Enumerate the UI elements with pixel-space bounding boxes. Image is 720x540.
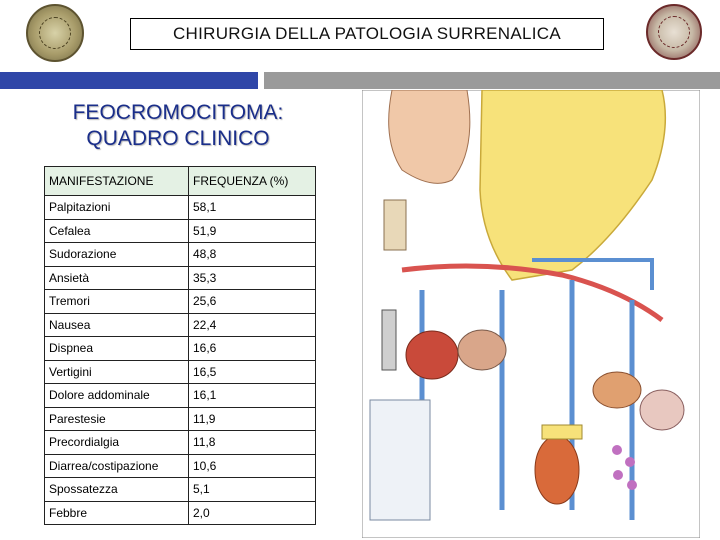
row-value: 11,9	[189, 407, 316, 431]
table-row	[45, 290, 316, 314]
divider-bar	[264, 72, 720, 89]
row-label: Spossatezza	[45, 478, 189, 502]
page-title: CHIRURGIA DELLA PATOLOGIA SURRENALICA	[172, 24, 562, 43]
pheochromocytoma-illustration	[362, 90, 700, 538]
row-label: Ansietà	[45, 266, 189, 290]
row-value: 5,1	[189, 478, 316, 502]
symptoms-table	[44, 166, 316, 525]
row-value: 11,8	[189, 431, 316, 455]
row-label: Tremori	[45, 290, 189, 314]
heading-line-2: QUADRO CLINICO	[86, 127, 270, 150]
table-row	[45, 243, 316, 267]
table-row	[45, 219, 316, 243]
row-value: 10,6	[189, 454, 316, 478]
row-value: 58,1	[189, 196, 316, 220]
table-row	[45, 454, 316, 478]
header-manifestazione: MANIFESTAZIONE	[45, 167, 189, 196]
row-value: 35,3	[189, 266, 316, 290]
page-title-box	[130, 18, 604, 50]
table-row	[45, 266, 316, 290]
university-seal-left	[26, 4, 84, 62]
row-label: Nausea	[45, 313, 189, 337]
row-label: Vertigini	[45, 360, 189, 384]
row-label: Palpitazioni	[45, 196, 189, 220]
header-frequenza: FREQUENZA (%)	[189, 167, 316, 196]
table-row	[45, 313, 316, 337]
row-value: 16,6	[189, 337, 316, 361]
row-value: 16,1	[189, 384, 316, 408]
row-label: Parestesie	[45, 407, 189, 431]
table-row	[45, 478, 316, 502]
row-value: 22,4	[189, 313, 316, 337]
row-label: Dolore addominale	[45, 384, 189, 408]
table-row	[45, 360, 316, 384]
table-row	[45, 431, 316, 455]
row-label: Diarrea/costipazione	[45, 454, 189, 478]
row-value: 16,5	[189, 360, 316, 384]
row-label: Precordialgia	[45, 431, 189, 455]
table-row	[45, 407, 316, 431]
table-header-row	[45, 167, 316, 196]
table-row	[45, 196, 316, 220]
row-label: Sudorazione	[45, 243, 189, 267]
row-label: Febbre	[45, 501, 189, 525]
row-label: Dispnea	[45, 337, 189, 361]
row-value: 25,6	[189, 290, 316, 314]
accent-bar	[0, 72, 258, 89]
table-row	[45, 384, 316, 408]
row-label: Cefalea	[45, 219, 189, 243]
heading-line-1: FEOCROMOCITOMA:	[72, 101, 284, 124]
table-row	[45, 337, 316, 361]
row-value: 2,0	[189, 501, 316, 525]
row-value: 48,8	[189, 243, 316, 267]
row-value: 51,9	[189, 219, 316, 243]
table-row	[45, 501, 316, 525]
university-seal-right	[646, 4, 702, 60]
section-heading	[44, 100, 312, 152]
